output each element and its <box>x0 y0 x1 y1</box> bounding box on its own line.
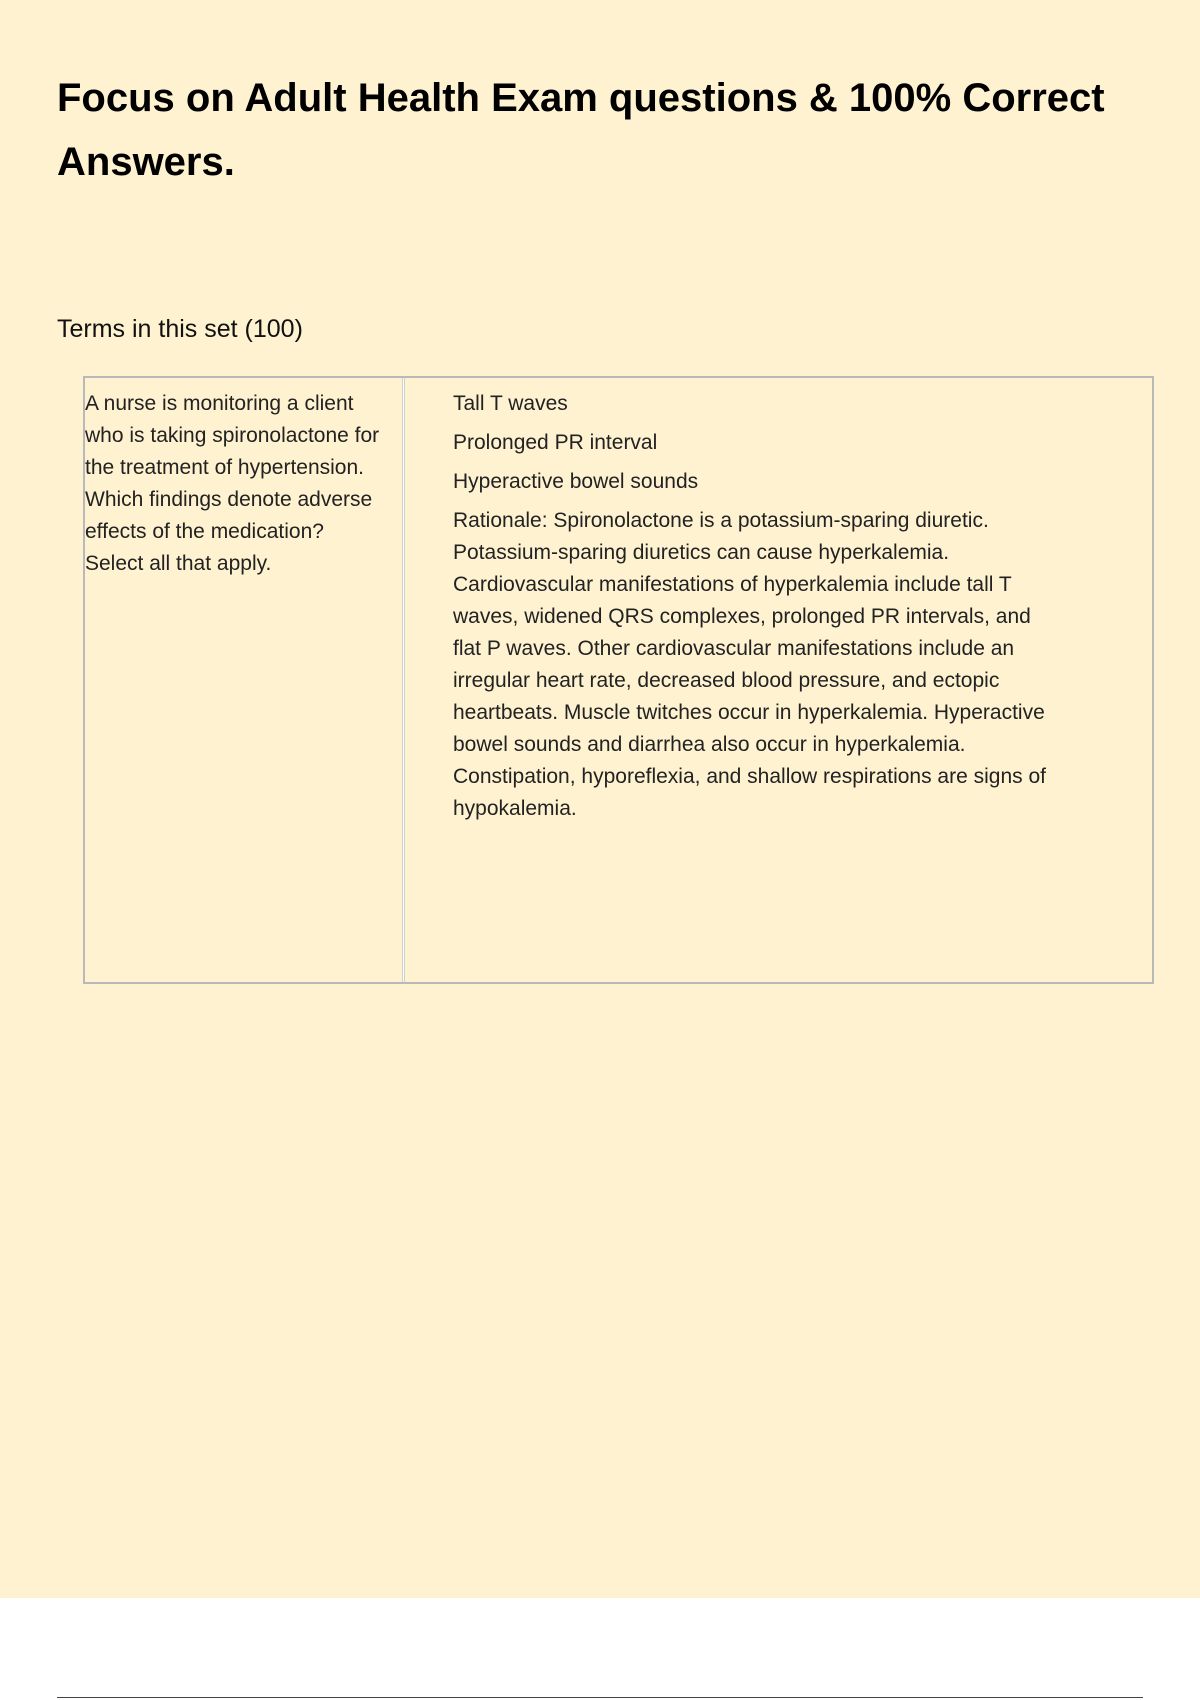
document-title: Focus on Adult Health Exam questions & 100% Correct Answers. <box>57 76 1105 184</box>
rationale-text: Rationale: Spironolactone is a potassium-sparing diuretic. Potassium-sparing diuretics can cause hyperkalemia. Cardiovascular manifestations of hyperkalemia include tall T waves, widened QRS complexes, prolonged PR intervals, and flat P waves. Other cardiovascular manifestations include an irregular heart rate, decreased blood pressure, and ectopic heartbeats. Muscle twitches occur in hyperkalemia. Hyperactive bowel sounds and diarrhea also occur in hyperkalemia. Constipation, hyporeflexia, and shallow respirations are signs of hypokalemia. <box>453 509 1046 820</box>
flashcard <box>83 376 1154 984</box>
card-term: A nurse is monitoring a client who is taking spironolactone for the treatment of hypertension. Which findings denote adverse effects of the medication? Select all that apply. <box>85 392 380 575</box>
answer-item: Tall T waves <box>453 392 568 415</box>
answer-item: Prolonged PR interval <box>453 431 658 454</box>
card-definition <box>453 388 1053 825</box>
footer-divider <box>57 1697 1143 1698</box>
terms-count-heading: Terms in this set (100) <box>57 315 303 343</box>
answer-item: Hyperactive bowel sounds <box>453 470 699 493</box>
card-divider <box>402 378 405 982</box>
